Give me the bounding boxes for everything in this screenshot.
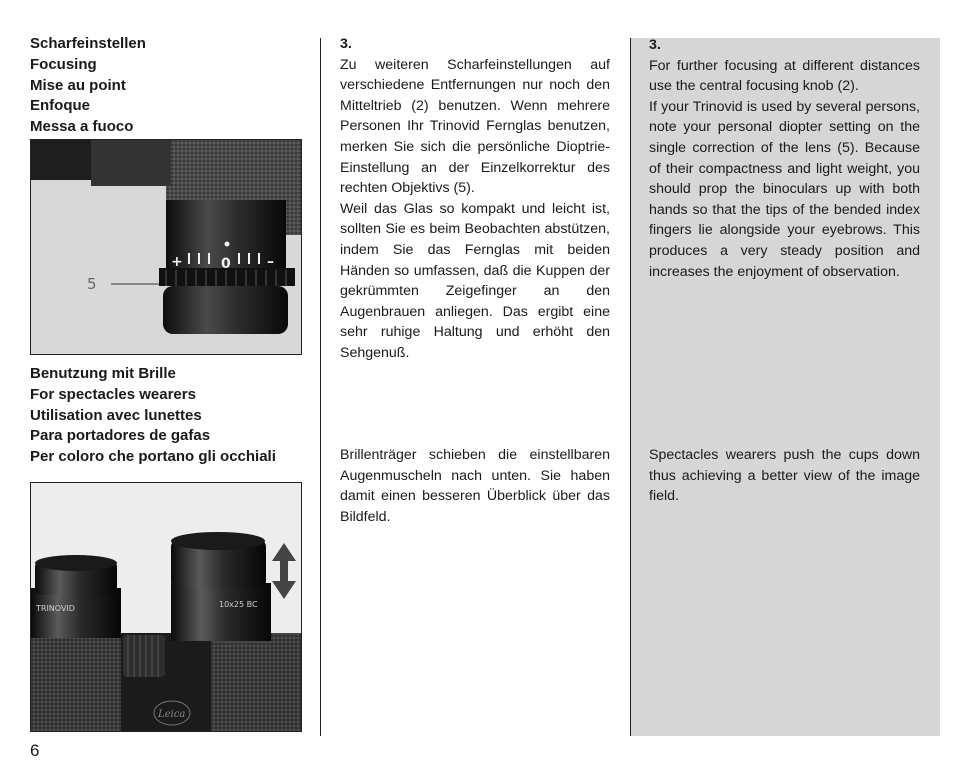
heading-fr: Mise au point: [30, 76, 126, 94]
left-column: [30, 34, 302, 138]
heading-es: Enfoque: [30, 97, 90, 115]
svg-text:+: +: [171, 254, 183, 270]
english-paragraph-3: Spectacles wearers push the cups down thus achieving a better view of the image field.: [649, 447, 920, 505]
svg-text:–: –: [267, 254, 274, 270]
german-paragraph-3: Brillenträger schieben die einstellbaren Augenmuscheln nach unten. Sie haben damit einen besseren Überblick über das Bildfeld.: [340, 447, 610, 525]
focusing-headings: [30, 34, 302, 138]
heading-en: Focusing: [30, 55, 97, 73]
german-paragraph-1: Zu weiteren Scharfeinstellungen auf verschiedene Entfernungen nur noch den Mitteltrieb (2) benutzen. Wenn mehrere Personen Ihr Trinovid Fernglas benutzen, merken Sie sich die persönliche Dioptrie-Einstellung an der Einzelkorrektur des rechten Objektivs (5).: [340, 56, 610, 197]
column-divider-1: [320, 38, 321, 736]
brand-left-label: TRINOVID: [36, 604, 75, 613]
diopter-photo: [30, 139, 302, 355]
english-spectacles-text: [649, 445, 920, 507]
heading-fr: Utilisation avec lunettes: [30, 406, 202, 424]
eyecup-photo: [30, 482, 302, 732]
english-text-column: [649, 35, 920, 282]
heading-en: For spectacles wearers: [30, 385, 196, 403]
spectacles-heading-column: [30, 364, 302, 468]
german-spectacles-text: [340, 445, 610, 527]
heading-it: Per coloro che portano gli occhiali: [30, 448, 276, 466]
callout-5-label: 5: [87, 275, 97, 293]
german-text-column: [340, 34, 610, 364]
leica-logo: Leica: [158, 709, 186, 720]
german-paragraph-2: Weil das Glas so kompakt und leicht ist, sollten Sie es beim Beobachten abstützen, indem Sie das Fernglas mit beiden Händen so umfassen, daß die Kuppen der gekrümmten Zeigefinger an den Augenbrauen anliegen. Das ergibt eine sehr ruhige Haltung und erhöht den Sehgenuß.: [340, 200, 610, 361]
page-number: 6: [30, 741, 40, 760]
step-number: 3.: [340, 36, 352, 52]
step-number: 3.: [649, 37, 661, 53]
diopter-illustration: [31, 140, 301, 354]
heading-es: Para portadores de gafas: [30, 427, 211, 445]
heading-it: Messa a fuoco: [30, 118, 134, 136]
heading-de: Benutzung mit Brille: [30, 365, 176, 382]
spectacles-headings: [30, 364, 302, 468]
eyecup-illustration: [31, 483, 301, 731]
heading-de: Scharfeinstellen: [30, 35, 146, 52]
model-label: 10x25 BC: [219, 600, 258, 609]
english-paragraph-2: If your Trinovid is used by several persons, note your personal diopter setting on the single correction of the lens (5). Because of their compactness and light weight, you should prop the binoculars up with both hands so that the tips of the bended index fingers lie alongside your eyebrows. This produces a very steady position and increases the enjoyment of observation.: [649, 98, 920, 280]
svg-text:0: 0: [221, 256, 231, 272]
english-paragraph-1: For further focusing at different distances use the central focusing knob (2).: [649, 57, 920, 95]
